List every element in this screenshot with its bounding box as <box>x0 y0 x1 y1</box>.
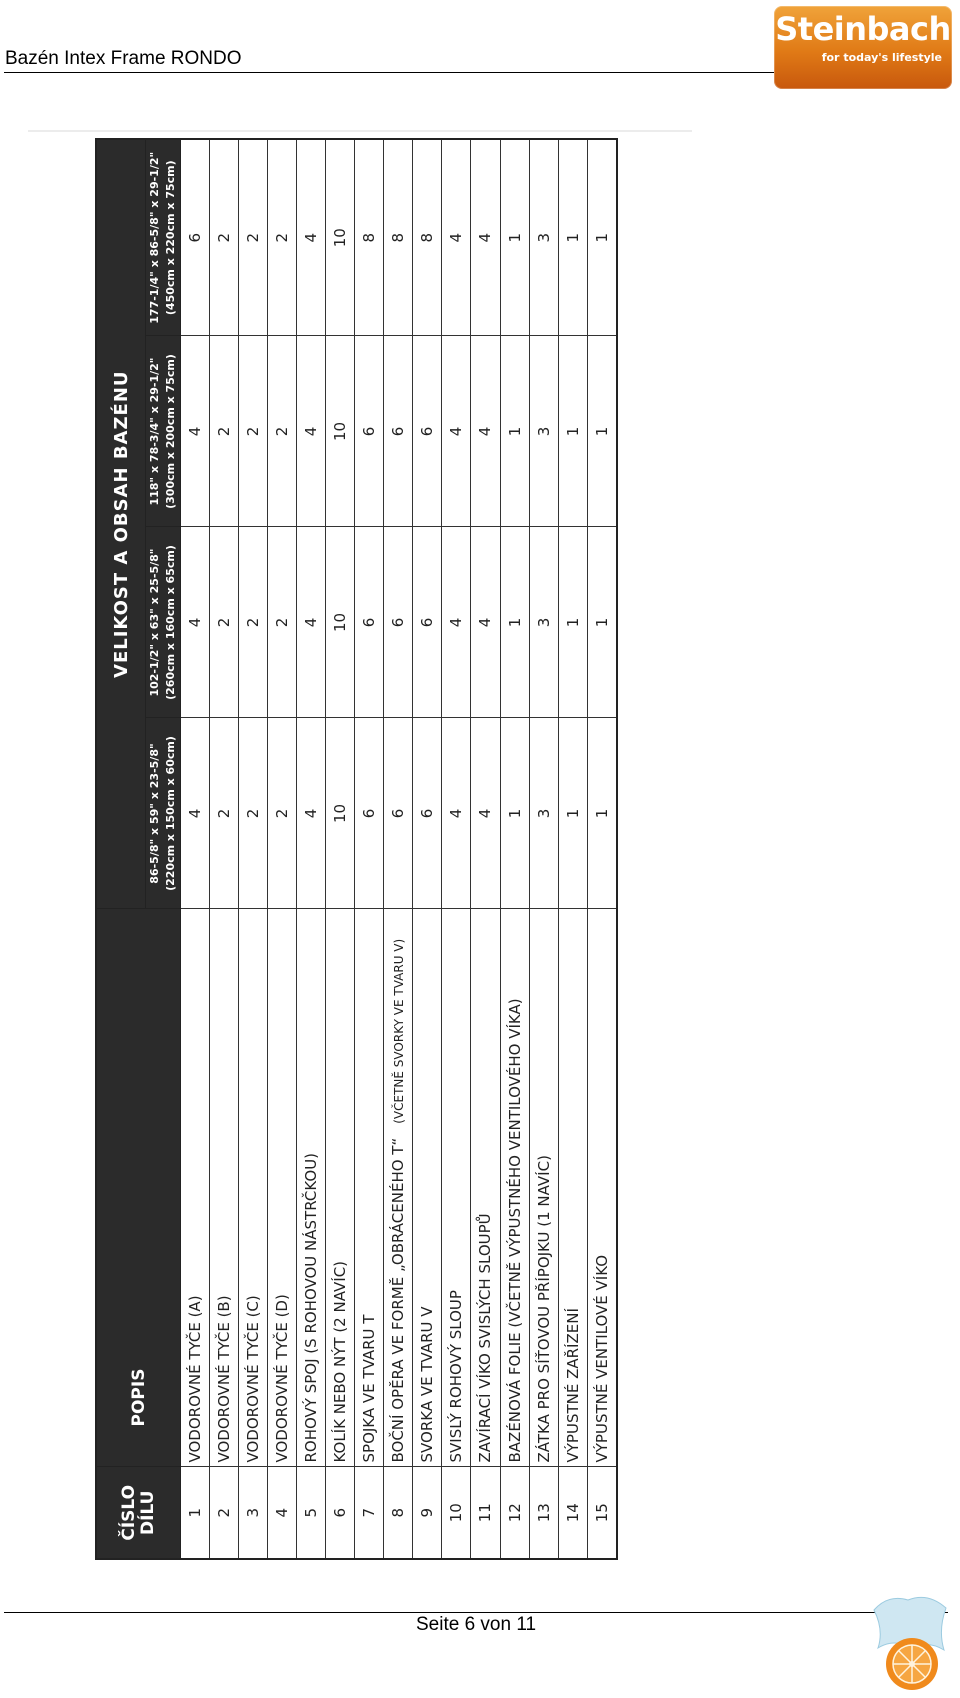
part-number: 9 <box>413 1467 442 1559</box>
part-quantity: 4 <box>471 139 500 336</box>
part-quantity: 1 <box>587 336 617 527</box>
part-quantity: 2 <box>210 718 239 909</box>
table-row <box>239 139 268 1559</box>
part-quantity: 3 <box>529 139 558 336</box>
part-quantity: 2 <box>239 336 268 527</box>
part-description <box>326 909 355 1467</box>
part-description-text: SVORKA VE TVARU V <box>418 1306 437 1463</box>
part-quantity: 1 <box>558 718 587 909</box>
part-quantity: 1 <box>558 527 587 718</box>
header-part-number-line1: ČÍSLO <box>118 1484 139 1541</box>
header-pool-size: VELIKOST A OBSAH BAZÉNU <box>96 139 146 909</box>
size-column-3 <box>146 336 181 527</box>
part-quantity: 4 <box>297 139 326 336</box>
part-quantity: 8 <box>355 139 384 336</box>
part-quantity: 4 <box>297 336 326 527</box>
part-quantity: 6 <box>413 718 442 909</box>
table-row <box>268 139 297 1559</box>
part-quantity: 10 <box>326 718 355 909</box>
part-description <box>558 909 587 1467</box>
header-description: POPIS <box>96 909 181 1467</box>
logo-tagline: for today's lifestyle <box>821 51 942 64</box>
size-column-2 <box>146 527 181 718</box>
part-quantity: 4 <box>297 718 326 909</box>
part-quantity: 6 <box>355 336 384 527</box>
part-quantity: 6 <box>355 527 384 718</box>
part-quantity: 2 <box>210 527 239 718</box>
part-quantity: 4 <box>297 527 326 718</box>
page-number: Seite 6 von 11 <box>416 1614 537 1635</box>
part-number: 15 <box>587 1467 617 1559</box>
part-description-text: VODOROVNÉ TYČE (D) <box>273 1294 292 1463</box>
part-number: 7 <box>355 1467 384 1559</box>
part-description <box>268 909 297 1467</box>
part-description <box>529 909 558 1467</box>
part-description <box>355 909 384 1467</box>
header-part-number <box>96 1467 181 1559</box>
header-part-number-line2: DÍLU <box>137 1490 158 1535</box>
size-metric: (220cm x 150cm x 60cm) <box>164 736 177 891</box>
part-description-text: BOČNÍ OPĚRA VE FORMĚ „OBRÁCENÉHO T“ <box>389 1137 408 1463</box>
part-quantity: 4 <box>471 527 500 718</box>
part-description-text: VODOROVNÉ TYČE (C) <box>244 1295 263 1463</box>
size-column-4 <box>146 139 181 336</box>
part-number: 3 <box>239 1467 268 1559</box>
part-quantity: 6 <box>384 336 413 527</box>
part-quantity: 4 <box>181 718 210 909</box>
part-quantity: 2 <box>268 718 297 909</box>
part-quantity: 2 <box>210 336 239 527</box>
part-quantity: 2 <box>239 139 268 336</box>
part-quantity: 10 <box>326 336 355 527</box>
part-quantity: 1 <box>587 527 617 718</box>
part-description-text: VÝPUSTNÉ VENTILOVÉ VÍKO <box>592 1254 611 1463</box>
part-quantity: 4 <box>181 336 210 527</box>
part-description <box>500 909 529 1467</box>
scan-line <box>28 130 692 132</box>
steinbach-logo <box>774 6 952 89</box>
part-quantity: 1 <box>587 139 617 336</box>
part-quantity: 8 <box>384 139 413 336</box>
part-quantity: 2 <box>239 527 268 718</box>
part-quantity: 4 <box>442 336 471 527</box>
table-row <box>471 139 500 1559</box>
size-metric: (450cm x 220cm x 75cm) <box>164 160 177 316</box>
part-number: 11 <box>471 1467 500 1559</box>
size-column-1 <box>146 718 181 909</box>
part-description-text: VODOROVNÉ TYČE (B) <box>215 1295 234 1463</box>
table-row <box>181 139 210 1559</box>
table-row <box>558 139 587 1559</box>
part-quantity: 3 <box>529 527 558 718</box>
part-quantity: 6 <box>413 527 442 718</box>
part-description-text: KOLÍK NEBO NÝT (2 NAVÍC) <box>331 1260 350 1463</box>
part-quantity: 10 <box>326 527 355 718</box>
part-number: 5 <box>297 1467 326 1559</box>
part-quantity: 4 <box>471 718 500 909</box>
part-number: 1 <box>181 1467 210 1559</box>
part-number: 8 <box>384 1467 413 1559</box>
part-quantity: 1 <box>500 336 529 527</box>
part-number: 6 <box>326 1467 355 1559</box>
part-description <box>181 909 210 1467</box>
part-description <box>587 909 617 1467</box>
page-title: Bazén Intex Frame RONDO <box>5 48 242 69</box>
part-quantity: 4 <box>442 527 471 718</box>
part-quantity: 8 <box>413 139 442 336</box>
size-imperial: 177-1/4" x 86-5/8" x 29-1/2" <box>148 151 161 324</box>
table-row <box>326 139 355 1559</box>
part-description-text: BAZÉNOVÁ FOLIE (VČETNĚ VÝPUSTNÉHO VENTILOVÉHO VÍKA) <box>505 998 524 1463</box>
part-quantity: 6 <box>181 139 210 336</box>
part-quantity: 2 <box>268 139 297 336</box>
size-imperial: 102-1/2" x 63" x 25-5/8" <box>148 548 161 697</box>
part-number: 12 <box>500 1467 529 1559</box>
table-row <box>384 139 413 1559</box>
footer-divider <box>4 1612 948 1613</box>
part-description <box>384 909 413 1467</box>
table-row <box>297 139 326 1559</box>
table-row <box>529 139 558 1559</box>
part-quantity: 3 <box>529 718 558 909</box>
part-description <box>413 909 442 1467</box>
size-imperial: 118" x 78-3/4" x 29-1/2" <box>148 357 161 506</box>
part-quantity: 4 <box>471 336 500 527</box>
part-quantity: 6 <box>355 718 384 909</box>
size-imperial: 86-5/8" x 59" x 23-5/8" <box>148 743 161 884</box>
table-row <box>587 139 617 1559</box>
size-metric: (300cm x 200cm x 75cm) <box>164 354 177 509</box>
table-row <box>442 139 471 1559</box>
header-divider <box>4 72 780 73</box>
part-quantity: 2 <box>268 336 297 527</box>
part-description-note: (VČETNĚ SVORKY VE TVARU V) <box>392 938 407 1124</box>
table-row <box>355 139 384 1559</box>
part-quantity: 1 <box>500 139 529 336</box>
part-quantity: 4 <box>181 527 210 718</box>
part-quantity: 6 <box>384 718 413 909</box>
part-description <box>239 909 268 1467</box>
part-number: 10 <box>442 1467 471 1559</box>
size-metric: (260cm x 160cm x 65cm) <box>164 545 177 700</box>
part-quantity: 1 <box>500 718 529 909</box>
part-number: 2 <box>210 1467 239 1559</box>
part-quantity: 4 <box>442 139 471 336</box>
part-description-text: ZAVÍRACÍ VÍKO SVISLÝCH SLOUPŮ <box>476 1213 495 1463</box>
table-row <box>413 139 442 1559</box>
part-quantity: 1 <box>558 336 587 527</box>
part-description-text: ROHOVÝ SPOJ (S ROHOVOU NÁSTRČKOU) <box>302 1152 321 1463</box>
part-quantity: 1 <box>500 527 529 718</box>
table-row <box>210 139 239 1559</box>
part-number: 4 <box>268 1467 297 1559</box>
part-quantity: 2 <box>210 139 239 336</box>
part-description-text: SPOJKA VE TVARU T <box>360 1314 379 1463</box>
logo-name: Steinbach <box>775 10 951 48</box>
part-quantity: 4 <box>442 718 471 909</box>
parts-table-rotated <box>95 140 618 1560</box>
part-quantity: 1 <box>587 718 617 909</box>
parts-table <box>95 138 618 1560</box>
part-description-text: VODOROVNÉ TYČE (A) <box>186 1295 205 1463</box>
part-description-text: SVISLÝ ROHOVÝ SLOUP <box>447 1290 466 1463</box>
part-quantity: 1 <box>558 139 587 336</box>
part-description <box>471 909 500 1467</box>
part-quantity: 2 <box>268 527 297 718</box>
part-description-text: ZÁTKA PRO SÍŤOVOU PŘÍPOJKU (1 NAVÍC) <box>534 1155 553 1463</box>
part-quantity: 6 <box>413 336 442 527</box>
part-number: 13 <box>529 1467 558 1559</box>
part-quantity: 10 <box>326 139 355 336</box>
part-quantity: 3 <box>529 336 558 527</box>
part-quantity: 6 <box>384 527 413 718</box>
part-quantity: 2 <box>239 718 268 909</box>
orange-splash-icon <box>868 1590 952 1694</box>
part-description <box>297 909 326 1467</box>
table-row <box>500 139 529 1559</box>
part-number: 14 <box>558 1467 587 1559</box>
part-description <box>210 909 239 1467</box>
part-description-text: VÝPUSTNÉ ZAŘÍZENÍ <box>563 1308 582 1463</box>
part-description <box>442 909 471 1467</box>
